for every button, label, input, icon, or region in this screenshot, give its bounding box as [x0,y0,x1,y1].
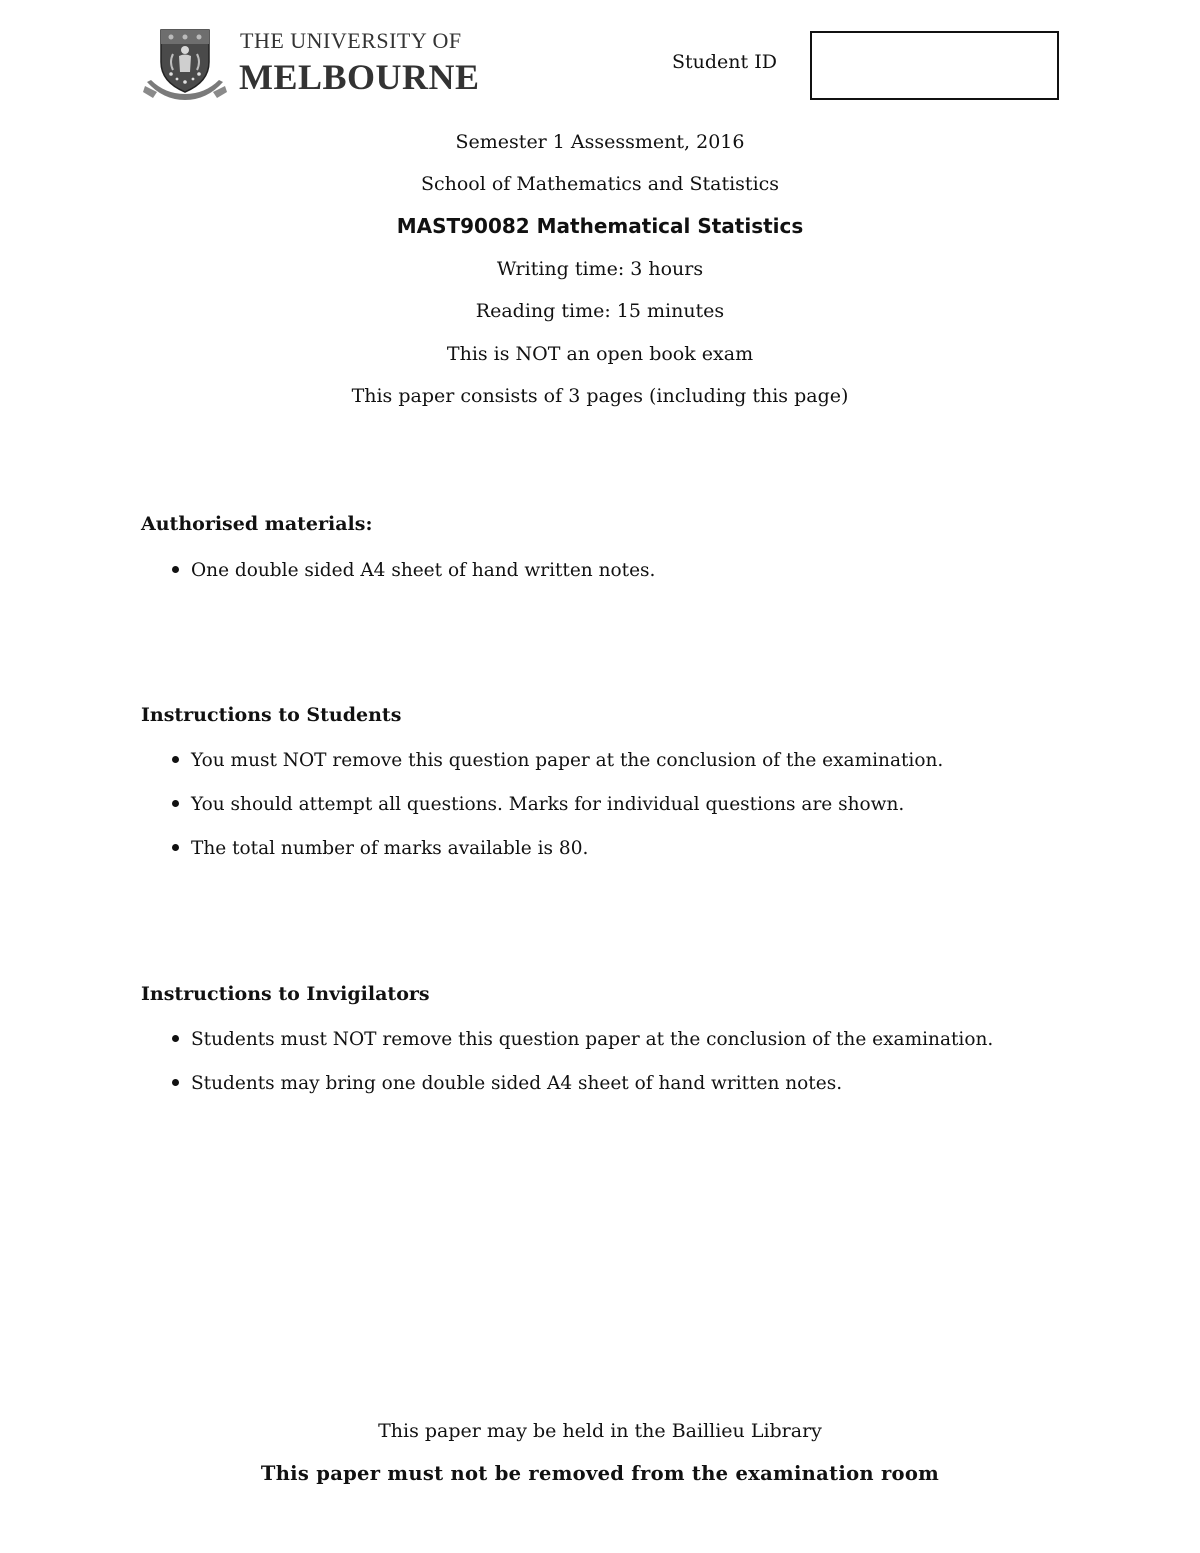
university-logo [143,26,480,102]
assessment-line: Semester 1 Assessment, 2016 [455,131,745,153]
bullet-icon [172,566,179,573]
list-item-text: You should attempt all questions. Marks for individual questions are shown. [191,794,905,815]
bullet-icon [172,844,179,851]
logo-text-line2: MELBOURNE [239,57,480,97]
list-item-text: Students may bring one double sided A4 sheet of hand written notes. [191,1073,843,1094]
logo-text-line1: THE UNIVERSITY OF [240,28,462,53]
list-item [172,560,655,581]
list-item-text: You must NOT remove this question paper at the conclusion of the examination. [191,750,944,771]
exam-type-line: This is NOT an open book exam [446,343,754,365]
page-count-line: This paper consists of 3 pages (including this page) [351,385,849,407]
list-item-text: Students must NOT remove this question paper at the conclusion of the examination. [191,1029,994,1050]
student-id-label: Student ID [672,51,777,73]
student-id-box [810,31,1059,100]
course-title: MAST90082 Mathematical Statistics [396,214,804,238]
bullet-icon [172,756,179,763]
writing-time-line: Writing time: 3 hours [496,258,704,280]
instructions-invigilators-heading: Instructions to Invigilators [141,983,430,1005]
list-item-text: The total number of marks available is 80. [191,838,589,859]
school-line: School of Mathematics and Statistics [420,173,780,195]
list-item [172,1073,842,1094]
bullet-icon [172,1079,179,1086]
bullet-icon [172,800,179,807]
list-item-text: One double sided A4 sheet of hand written notes. [191,560,656,581]
removal-note: This paper must not be removed from the examination room [260,1462,940,1485]
list-item [172,750,943,771]
list-item [172,1029,993,1050]
bullet-icon [172,1035,179,1042]
list-item [172,838,588,859]
instructions-students-heading: Instructions to Students [141,704,402,726]
list-item [172,794,904,815]
reading-time-line: Reading time: 15 minutes [475,300,725,322]
authorised-materials-heading: Authorised materials: [141,513,373,535]
university-crest-icon [143,26,227,102]
library-note: This paper may be held in the Baillieu Library [378,1420,822,1442]
